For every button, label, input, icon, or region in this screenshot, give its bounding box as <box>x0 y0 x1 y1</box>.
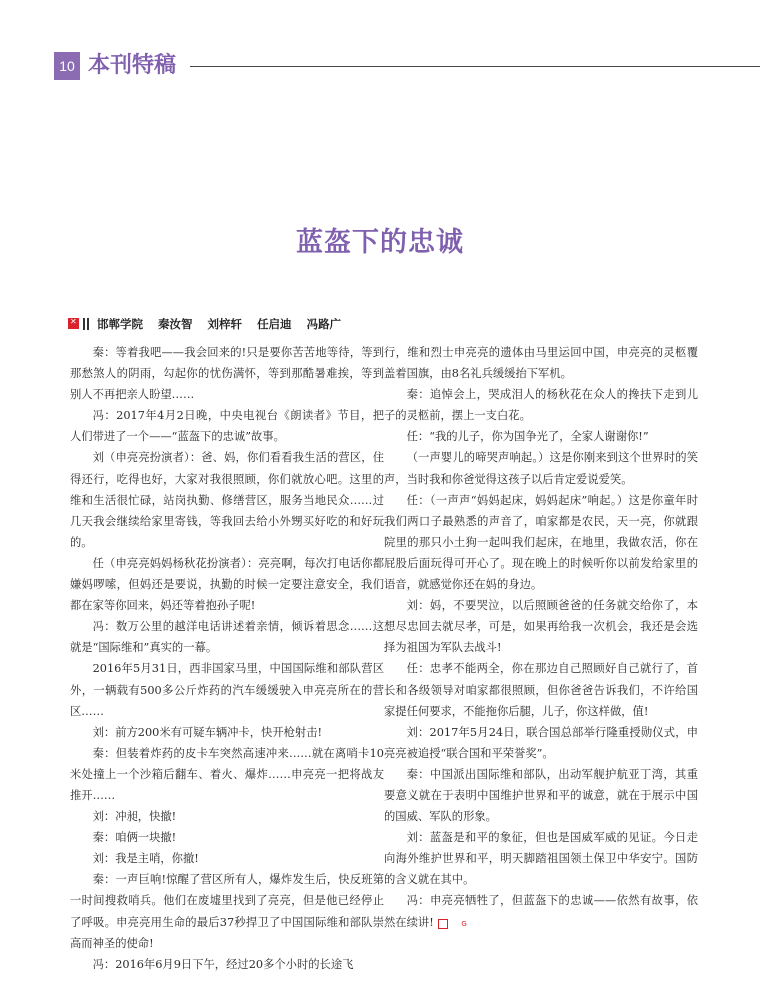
paragraph: 冯：2017年4月2日晚，中央电视台《朗读者》节目，把人们带进了一个——“蓝盔下的忠诚”故事。 <box>70 409 384 444</box>
paragraph: 刘：蓝盔是和平的象征，但也是国威军威的见证。今日走向海外维护世界和平，明天脚踏祖国领土保卫中华安宁。国防的含义就在其中。 <box>384 831 698 887</box>
paragraph: 秦：中国派出国际维和部队，出动军舰护航亚丁湾，其重要意义就在于表明中国维护世界和平的诚意，就在于展示中国的国威、军队的形象。 <box>384 767 698 824</box>
paragraph: 秦：一声巨响!惊醒了营区所有人，爆炸发生后，快反班第一时间搜救哨兵。他们在废墟里找到了亮亮，但是他已经停止了呼吸。申亮亮用生命的最后37秒捍卫了中国国际维和部队崇高而神圣的使命! <box>70 873 384 950</box>
paragraph: 刘：妈，不要哭泣，以后照顾爸爸的任务就交给你了，本想尽忠回去就尽孝，可是，如果再给我一次机会，我还是会选择为祖国为军队去战斗! <box>384 599 698 655</box>
paragraph: 2016年5月31日，西非国家马里，中国国际维和部队营区外，一辆载有500多公斤炸药的汽车缓缓驶入申亮亮所在的营区…… <box>70 662 384 718</box>
paragraph: 秦：追悼会上，哭成泪人的杨秋花在众人的搀扶下走到儿子的灵柩前，摆上一支白花。 <box>384 388 698 423</box>
byline <box>68 316 708 334</box>
paragraph: 秦：等着我吧——我会回来的!只是要你苦苦地等待，等到那愁煞人的阴雨，勾起你的忧伤满怀，等到那酷暑难挨，等到别人不再把亲人盼望…… <box>70 346 384 402</box>
paragraph: 任：忠孝不能两全，你在那边自己照顾好自己就行了，首长和各级领导对咱家都很照顾，但你爸爸告诉我们，不许给国家提任何要求，不能拖你后腿，儿子，你这样做，值! <box>384 662 698 718</box>
author-affiliation: 邯郸学院 <box>97 317 144 331</box>
paragraph: 任：“我的儿子，你为国争光了，全家人谢谢你!” <box>406 430 649 444</box>
paragraph: 刘（申亮亮扮演者）：爸、妈，你们看看我生活的营区，住得还行，吃得也好，大家对我很照顾，你们就放心吧。这里的维和生活很忙碌，站岗执勤、修缮营区，服务当地民众……过几天我会继续给家里寄钱，等我回去给小外甥买好吃的和好玩的。 <box>70 451 384 549</box>
paragraph-last <box>384 890 698 932</box>
paragraph: 刘：冲昶，快撤! <box>92 810 177 824</box>
section-title: 本刊特稿 <box>88 53 177 78</box>
paragraph: 冯：数万公里的越洋电话讲述着亲情，倾诉着思念……这就是“国际维和”真实的一幕。 <box>70 620 384 655</box>
header-rule <box>190 66 760 67</box>
author-name: 秦汝智 <box>158 317 193 331</box>
left-column <box>70 342 384 975</box>
paragraph: 刘：我是主哨，你撤! <box>92 852 199 866</box>
paragraph: 刘：2017年5月24日，联合国总部举行隆重授勋仪式，申亮亮被追授“联合国和平荣誉奖”。 <box>384 725 698 760</box>
paragraph: 任（申亮亮妈妈杨秋花扮演者）：亮亮啊，每次打电话你都嫌妈啰嗦，但妈还是要说，执勤的时候一定要注意安全，我们都在家等你回来，妈还等着抱孙子呢! <box>70 556 384 613</box>
paragraph: 冯：2016年6月9日下午，经过20多个小时的长途飞 <box>92 957 354 971</box>
paragraph: （一声婴儿的啼哭声响起。）这是你刚来到这个世界时的笑声，当时我和你爸觉得这孩子以后肯定爱说爱笑。 <box>384 451 698 486</box>
school-logo-icon <box>68 318 79 329</box>
paragraph-text: 冯：申亮亮牺牲了，但蓝盔下的忠诚——依然有故事，依然在续讲! <box>384 894 698 929</box>
paragraph: 任：（一声声“妈妈起床，妈妈起床”响起。）这是你童年时我们两口子最熟悉的声音了，咱家都是农民，天一亮，你就跟院里的那只小土狗一起叫我们起床，在地里，我做农活，你在屁股后面玩得可开心了。现在晚上的时候听你以前发给家里的语音，就感觉你还在妈的身边。 <box>384 493 698 592</box>
author-name: 冯路广 <box>306 317 342 331</box>
end-mark-icon: G <box>438 919 448 929</box>
right-column <box>384 342 698 933</box>
paragraph: 刘：前方200米有可疑车辆冲卡，快开枪射击! <box>92 725 323 739</box>
article-title: 蓝盔下的忠诚 <box>296 227 464 258</box>
page-number: 10 <box>54 52 80 80</box>
page-header <box>0 48 760 84</box>
paragraph: 行，维和烈士申亮亮的遗体由马里运回中国，申亮亮的灵柩覆盖着国旗，由8名礼兵缓缓抬下军机。 <box>384 346 698 381</box>
paragraph: 秦：但装着炸药的皮卡车突然高速冲来……就在离哨卡10米处撞上一个沙箱后翻车、着火、爆炸……申亮亮一把将战友推开…… <box>70 746 384 802</box>
divider-icon <box>83 318 89 330</box>
paragraph: 秦：咱俩一块撤! <box>92 831 177 845</box>
author-name: 任启迪 <box>257 317 292 331</box>
author-name: 刘梓轩 <box>207 317 243 331</box>
